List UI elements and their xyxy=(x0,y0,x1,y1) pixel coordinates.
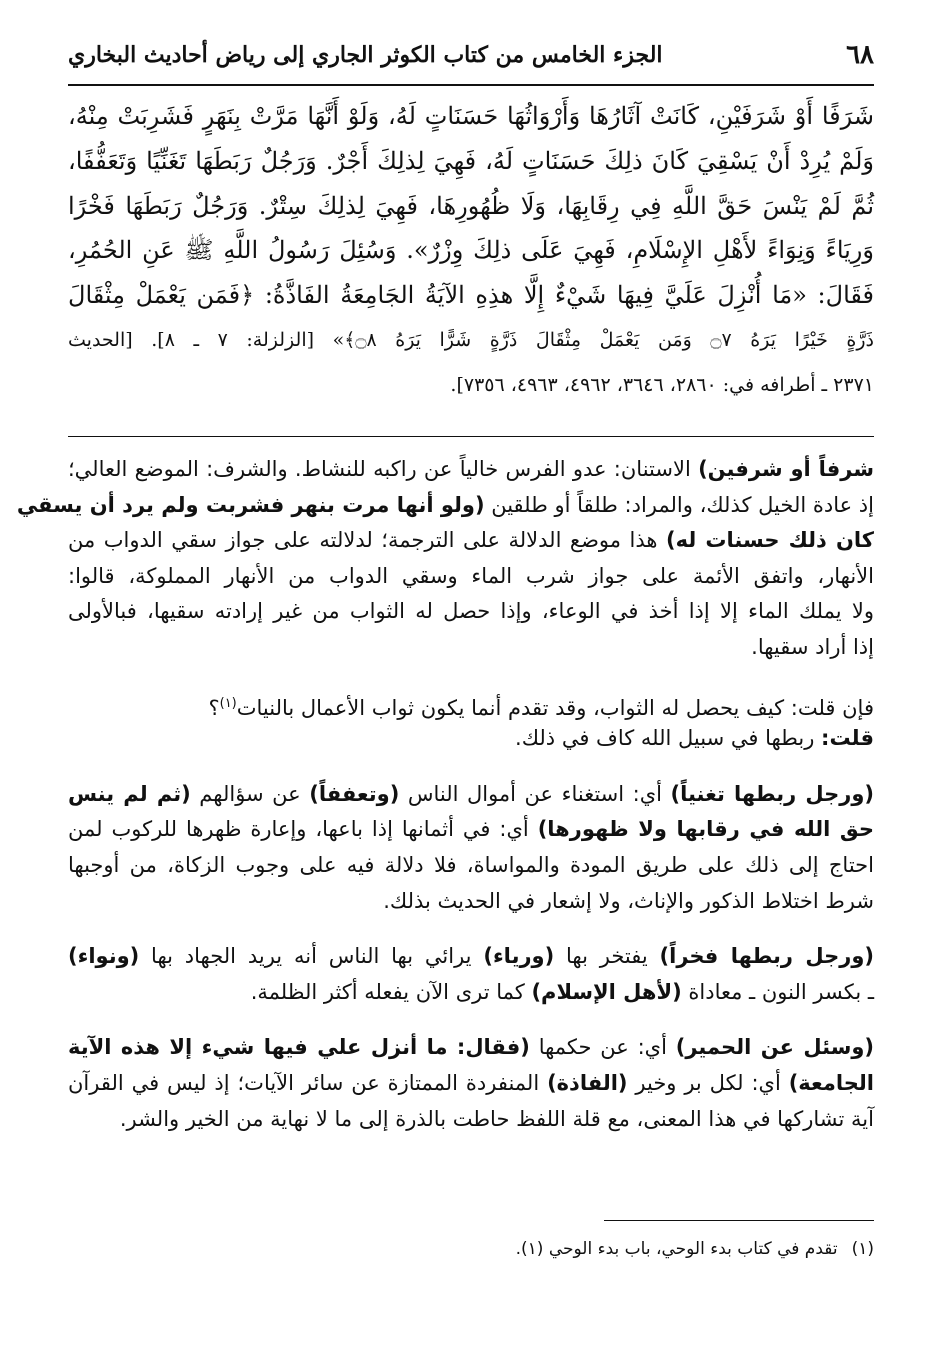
footnote-divider xyxy=(604,1220,874,1221)
commentary-paragraph xyxy=(68,939,874,1010)
hadith-line: وَلَمْ يُرِدْ أَنْ يَسْقِيَ كَانَ ذلِكَ حَسَنَاتٍ لَهُ، فَهِيَ لِذلِكَ أَجْرٌ. وَرَجُلٌ رَبَطَهَا تَغَنِّيًا وَتَعَفُّفًا، xyxy=(68,146,874,175)
bold-term: قلت: xyxy=(821,726,874,751)
header-rule xyxy=(68,84,874,86)
explanation-text: أي: لكل بر وخير xyxy=(627,1070,789,1095)
running-title: الجزء الخامس من كتاب الكوثر الجاري إلى رياض أحاديث البخاري xyxy=(68,42,663,68)
commentary-line: شرط اختلاط الذكور والإناث، ولا إشعار في الحديث بذلك. xyxy=(383,888,874,913)
bold-term: الجامعة) xyxy=(788,1070,874,1095)
commentary-line xyxy=(68,1066,874,1102)
footnote-reference[interactable]: (١) xyxy=(219,695,237,711)
commentary-line xyxy=(68,686,874,722)
explanation-text: الاستنان: عدو الفرس خالياً عن راكبه للنشاط. والشرف: الموضع العالي؛ xyxy=(68,457,699,481)
hadith-line: وَرِيَاءً وَنِوَاءً لأَهْلِ الإِسْلَامِ، فَهِيَ عَلَى ذلِكَ وِزْرٌ». وَسُئِلَ رَسُولُ اللَّهِ ﷺ عَنِ الحُمُرِ، xyxy=(68,236,874,265)
bold-term: (فقال: ما أنزل علي فيها شيء إلا هذه الآية xyxy=(68,1035,530,1060)
commentary-line xyxy=(68,812,874,848)
commentary-line xyxy=(68,975,874,1011)
explanation-text: إذ عادة الخيل كذلك، والمراد: طلقاً أو طلقين xyxy=(484,492,874,517)
commentary-line xyxy=(68,777,874,813)
commentary-paragraph xyxy=(68,777,874,919)
commentary-line xyxy=(16,488,874,524)
explanation-text: هذا موضع الدلالة على الترجمة؛ لدلالته على جواز سقي الدواب من xyxy=(68,528,667,553)
hadith-line: ٢٣٧١ ـ أطرافه في: ٢٨٦٠، ٣٦٤٦، ٤٩٦٢، ٤٩٦٣، ٧٣٥٦]. xyxy=(450,373,874,396)
commentary-line xyxy=(68,1030,874,1066)
section-divider xyxy=(68,436,874,437)
commentary-line xyxy=(68,939,874,975)
bold-term: حق الله في رقابها ولا ظهورها) xyxy=(537,817,874,842)
bold-term: (الفاذة) xyxy=(547,1070,628,1095)
explanation-text: أي: عن حكمها xyxy=(529,1035,676,1060)
explanation-text: ـ بكسر النون ـ معاداة xyxy=(681,979,874,1004)
explanation-text: يرائي بها الناس أنه يريد الجهاد بها xyxy=(139,944,484,969)
footnote-text: تقدم في كتاب بدء الوحي، باب بدء الوحي (١). xyxy=(515,1239,838,1259)
commentary-line: الأنهار، واتفق الأئمة على جواز شرب الماء وسقي الدواب من الأنهار المملوكة، قالوا: xyxy=(68,563,874,588)
bold-term: شرفاً أو شرفين) xyxy=(698,457,875,481)
question-text: فإن قلت: كيف يحصل له الثواب، وقد تقدم أنما يكون ثواب الأعمال بالنيات xyxy=(236,695,874,720)
bold-term: (ونواء) xyxy=(68,944,140,969)
explanation-text: أي: استغناء عن أموال الناس xyxy=(399,781,671,806)
explanation-text: أي: في أثمانها إذا باعها، وإعارة ظهرها للركوب لمن xyxy=(68,817,538,842)
commentary-line xyxy=(68,721,874,757)
commentary-paragraph xyxy=(16,452,875,666)
commentary-line xyxy=(68,452,874,488)
bold-term: (ورجل ربطها تغنياً) xyxy=(670,781,874,806)
commentary-paragraph xyxy=(68,1030,874,1137)
explanation-text: كما ترى الآن يفعله أكثر الظلمة. xyxy=(250,979,532,1004)
answer-text: ربطها في سبيل الله كاف في ذلك. xyxy=(515,726,822,751)
commentary-paragraph xyxy=(68,686,874,757)
hadith-text xyxy=(68,94,874,408)
bold-term: (ورياء) xyxy=(483,944,555,969)
bold-term: (لأهل الإسلام) xyxy=(531,979,682,1004)
bold-term: كان ذلك حسنات له) xyxy=(666,528,875,553)
commentary-line: احتاج إلى ذلك على طريق المودة والمواساة، فلا دلالة فيه على وجوب الزكاة، من أوجبها xyxy=(68,852,874,877)
bold-term: (وسئل عن الحمير) xyxy=(675,1035,874,1060)
page-header xyxy=(68,38,874,80)
commentary-line: إذا أراد سقيها. xyxy=(751,634,874,659)
question-mark: ؟ xyxy=(208,695,220,720)
hadith-line: شَرَفًا أَوْ شَرَفَيْنِ، كَانَتْ آثَارُهَا وَأَرْوَاثُهَا حَسَنَاتٍ لَهُ، وَلَوْ أَنَّهَا مَرَّتْ بِنَهَرٍ فَشَرِبَتْ مِنْهُ، xyxy=(68,102,874,130)
explanation-text: المنفردة الممتازة عن سائر الآيات؛ إذ ليس في القرآن xyxy=(68,1070,548,1095)
bold-term: (وتعففاً) xyxy=(309,781,400,806)
footnote xyxy=(68,1236,874,1262)
bold-term: (ورجل ربطها فخراً) xyxy=(659,944,875,969)
hadith-line: ذَرَّةٍ خَيْرًا يَرَهُ ۝٧ وَمَن يَعْمَلْ مِثْقَالَ ذَرَّةٍ شَرًّا يَرَهُ ۝٨﴾» [الزلزلة: ٧ ـ ٨]. [الحديث xyxy=(68,328,874,351)
commentary-line xyxy=(68,523,874,559)
commentary-line: ولا يملك الماء إلا إذا أخذ في الوعاء، وإذا حصل له الثواب من غير إرادته سقيها، فبالأولى xyxy=(68,599,874,624)
hadith-line: ثُمَّ لَمْ يَنْسَ حَقَّ اللَّهِ فِي رِقَابِهَا، وَلَا ظُهُورِهَا، فَهِيَ لِذلِكَ سِتْرٌ. وَرَجُلٌ رَبَطَهَا فَخْرًا xyxy=(68,191,875,220)
commentary-line: آية تشاركها في هذا المعنى، مع قلة اللفظ حاطت بالذرة إلى ما لا نهاية من الخير والشر. xyxy=(119,1106,874,1131)
footnote-number: (١) xyxy=(851,1239,874,1259)
hadith-line: فَقَالَ: «مَا أُنْزِلَ عَلَيَّ فِيهَا شَيْءٌ إِلَّا هذِهِ الآيَةُ الجَامِعَةُ الفَاذَّةُ: ﴿فَمَن يَعْمَلْ مِثْقَالَ xyxy=(68,281,874,310)
explanation-text: عن سؤالهم xyxy=(190,781,310,806)
bold-term: (ثم لم ينس xyxy=(68,781,191,806)
explanation-text: يفتخر بها xyxy=(554,944,660,969)
page-number: ٦٨ xyxy=(846,40,874,70)
bold-term: (ولو أنها مرت بنهر فشربت ولم يرد أن يسقي xyxy=(16,492,485,517)
commentary xyxy=(16,452,875,1157)
